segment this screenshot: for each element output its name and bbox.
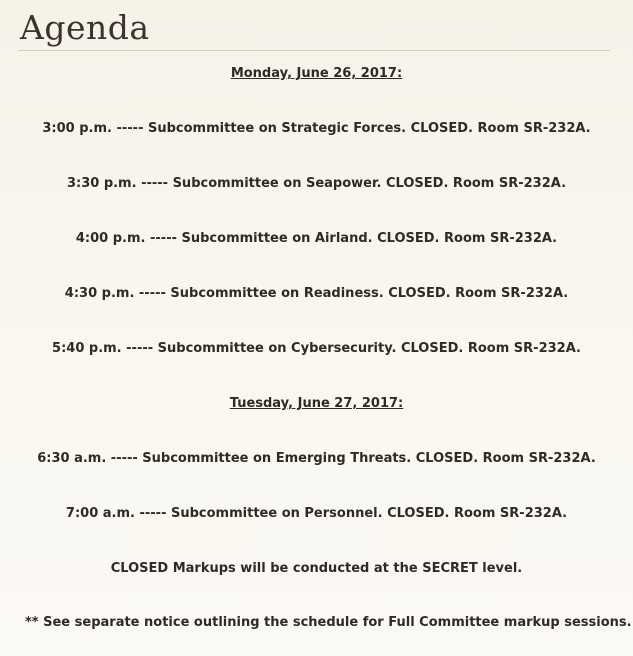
agenda-item-airland: 4:00 p.m. ----- Subcommittee on Airland. CLOSED. Room SR-232A.: [75, 231, 558, 246]
page-title: Agenda: [20, 8, 150, 47]
date-heading-tuesday: Tuesday, June 27, 2017:: [229, 396, 404, 411]
agenda-item-personnel: 7:00 a.m. ----- Subcommittee on Personnel. CLOSED. Room SR-232A.: [65, 506, 568, 521]
agenda-item-seapower: 3:30 p.m. ----- Subcommittee on Seapower. CLOSED. Room SR-232A.: [66, 176, 567, 191]
footnote: ** See separate notice outlining the schedule for Full Committee markup sessions.: [25, 615, 632, 630]
title-divider: [18, 50, 610, 51]
agenda-item-cybersecurity: 5:40 p.m. ----- Subcommittee on Cybersecurity. CLOSED. Room SR-232A.: [52, 341, 581, 356]
date-heading-monday: Monday, June 26, 2017:: [230, 66, 403, 81]
classification-notice: CLOSED Markups will be conducted at the SECRET level.: [110, 561, 523, 576]
agenda-item-strategic-forces: 3:00 p.m. ----- Subcommittee on Strategic Forces. CLOSED. Room SR-232A.: [42, 121, 591, 136]
agenda-item-readiness: 4:30 p.m. ----- Subcommittee on Readiness. CLOSED. Room SR-232A.: [64, 286, 569, 301]
agenda-item-emerging-threats: 6:30 a.m. ----- Subcommittee on Emerging Threats. CLOSED. Room SR-232A.: [37, 451, 596, 466]
